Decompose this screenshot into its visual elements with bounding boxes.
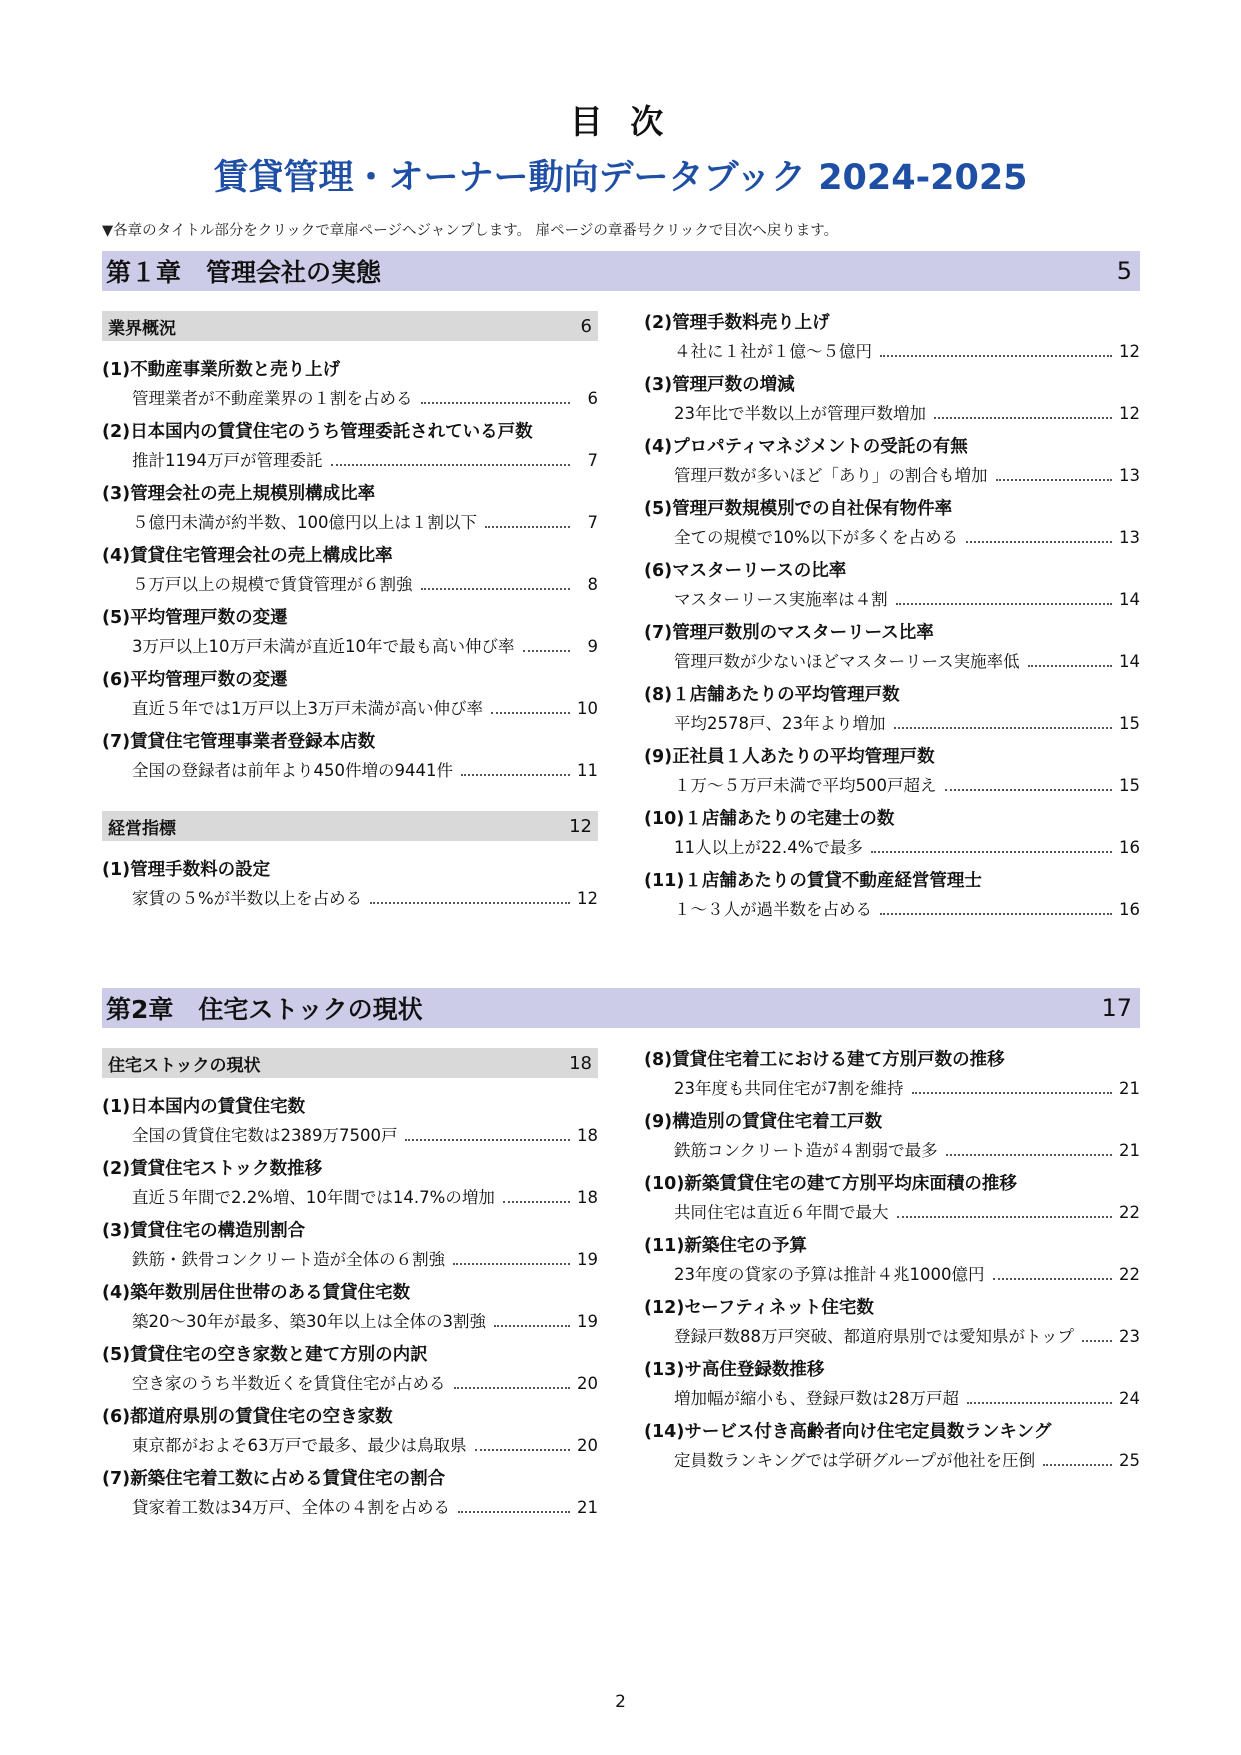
- item-number: (3): [644, 375, 673, 395]
- item-page: 23: [1119, 1327, 1140, 1346]
- item-number: (2): [644, 313, 673, 333]
- item-summary: 定員数ランキングでは学研グループが他社を圧倒: [674, 1451, 1036, 1470]
- toc-item[interactable]: [644, 494, 1140, 556]
- item-page: 9: [587, 637, 598, 656]
- item-summary: 直近５年間で2.2%増、10年間では14.7%の増加: [132, 1188, 495, 1207]
- item-summary-line: [644, 400, 1140, 428]
- item-number: (7): [644, 623, 673, 643]
- item-number: (12): [644, 1298, 685, 1318]
- item-summary: 全国の登録者は前年より450件増の9441件: [132, 761, 453, 780]
- item-title: 新築賃貸住宅の建て方別平均床面積の推移: [684, 1174, 1017, 1194]
- item-page: 10: [577, 699, 598, 718]
- item-summary-line: [102, 1246, 598, 1274]
- item-heading: [644, 618, 1140, 648]
- toc-item[interactable]: [644, 432, 1140, 494]
- item-number: (14): [644, 1422, 685, 1442]
- item-summary-line: [102, 633, 598, 661]
- item-summary-line: [644, 1385, 1140, 1413]
- chapter-1-left-column: [102, 311, 598, 917]
- item-summary-line: [102, 757, 598, 785]
- item-page: 16: [1119, 838, 1140, 857]
- item-title: 賃貸住宅の空き家数と建て方別の内訳: [130, 1345, 428, 1365]
- leader-dots: [1028, 665, 1112, 667]
- leader-dots: [946, 1154, 1112, 1156]
- item-summary: 23年比で半数以上が管理戸数増加: [674, 404, 926, 423]
- item-number: (10): [644, 809, 685, 829]
- leader-dots: [461, 774, 570, 776]
- item-summary-line: [644, 772, 1140, 800]
- item-summary: 3万戸以上10万戸未満が直近10年で最も高い伸び率: [132, 637, 515, 656]
- item-number: (7): [102, 732, 131, 752]
- item-heading: [102, 665, 598, 695]
- toc-item[interactable]: [644, 1417, 1140, 1479]
- leader-dots: [331, 464, 571, 466]
- section-title: 経営指標: [108, 818, 176, 839]
- item-page: 14: [1119, 590, 1140, 609]
- leader-dots: [912, 1092, 1113, 1094]
- item-number: (4): [644, 437, 673, 457]
- item-title: マスターリースの比率: [672, 561, 847, 581]
- leader-dots: [880, 913, 1112, 915]
- toc-item[interactable]: [102, 1402, 598, 1464]
- item-summary-line: [644, 1261, 1140, 1289]
- item-summary-line: [102, 1122, 598, 1150]
- item-summary: 平均2578戸、23年より増加: [674, 714, 886, 733]
- item-title: 管理手数料の設定: [130, 860, 271, 880]
- toc-item[interactable]: [102, 541, 598, 603]
- item-heading: [644, 432, 1140, 462]
- book-title: 賃貸管理・オーナー動向データブック 2024-2025: [213, 158, 1028, 198]
- item-title: 賃貸住宅ストック数推移: [130, 1159, 323, 1179]
- item-page: 21: [1119, 1079, 1140, 1098]
- item-heading: [102, 1216, 598, 1246]
- item-heading: [102, 417, 598, 447]
- item-heading: [644, 308, 1140, 338]
- item-page: 12: [1119, 404, 1140, 423]
- item-number: (6): [102, 670, 131, 690]
- item-summary: １万～５万戸未満で平均500戸超え: [674, 776, 937, 795]
- chapter-page: 17: [1101, 994, 1132, 1022]
- item-summary-line: [644, 834, 1140, 862]
- navigation-note: ▼各章のタイトル部分をクリックで章扉ページへジャンプします。 扉ページの章番号クリックで目次へ戻ります。: [102, 223, 839, 239]
- section-title: 業界概況: [108, 318, 176, 339]
- chapter-title: 第１章 管理会社の実態: [106, 258, 382, 287]
- leader-dots: [405, 1139, 570, 1141]
- leader-dots: [503, 1201, 570, 1203]
- item-number: (3): [102, 1221, 131, 1241]
- item-summary: 鉄筋・鉄骨コンクリート造が全体の６割強: [132, 1250, 446, 1269]
- leader-dots: [966, 541, 1112, 543]
- toc-item[interactable]: [644, 556, 1140, 618]
- item-title: １店舗あたりの平均管理戸数: [672, 685, 900, 705]
- item-summary: 全国の賃貸住宅数は2389万7500戸: [132, 1126, 398, 1145]
- item-title: 築年数別居住世帯のある賃貸住宅数: [130, 1283, 411, 1303]
- item-page: 24: [1119, 1389, 1140, 1408]
- item-page: 21: [1119, 1141, 1140, 1160]
- leader-dots: [993, 1278, 1113, 1280]
- item-summary-line: [102, 1184, 598, 1212]
- item-page: 6: [587, 389, 598, 408]
- item-page: 22: [1119, 1265, 1140, 1284]
- item-heading: [102, 855, 598, 885]
- item-heading: [102, 541, 598, 571]
- item-heading: [102, 1092, 598, 1122]
- item-summary-line: [644, 896, 1140, 924]
- item-page: 12: [1119, 342, 1140, 361]
- item-number: (8): [644, 1050, 673, 1070]
- leader-dots: [475, 1449, 571, 1451]
- item-heading: [102, 479, 598, 509]
- item-summary: マスターリース実施率は４割: [674, 590, 888, 609]
- item-title: 賃貸住宅の構造別割合: [130, 1221, 306, 1241]
- leader-dots: [523, 650, 571, 652]
- item-page: 7: [587, 451, 598, 470]
- toc-item[interactable]: [644, 1107, 1140, 1169]
- item-number: (8): [644, 685, 673, 705]
- item-summary: ４社に１社が１億～５億円: [674, 342, 872, 361]
- item-summary-line: [644, 586, 1140, 614]
- toc-item[interactable]: [102, 727, 598, 789]
- item-summary-line: [644, 462, 1140, 490]
- item-summary-line: [102, 385, 598, 413]
- item-title: サービス付き高齢者向け住宅定員数ランキング: [684, 1422, 1052, 1442]
- item-page: 8: [587, 575, 598, 594]
- item-summary-line: [102, 1494, 598, 1522]
- leader-dots: [871, 851, 1112, 853]
- item-heading: [644, 866, 1140, 896]
- item-number: (1): [102, 1097, 131, 1117]
- item-title: 管理手数料売り上げ: [672, 313, 830, 333]
- item-summary: 管理業者が不動産業界の１割を占める: [132, 389, 413, 408]
- item-title: １店舗あたりの賃貸不動産経営管理士: [684, 871, 982, 891]
- item-heading: [644, 1355, 1140, 1385]
- item-number: (13): [644, 1360, 685, 1380]
- item-summary-line: [644, 710, 1140, 738]
- item-number: (5): [644, 499, 673, 519]
- chapter-title: 第2章 住宅ストックの現状: [106, 995, 423, 1024]
- item-number: (2): [102, 1159, 131, 1179]
- item-summary: 管理戸数が少ないほどマスターリース実施率低: [674, 652, 1020, 671]
- toc-item[interactable]: [102, 1278, 598, 1340]
- item-heading: [644, 742, 1140, 772]
- item-number: (9): [644, 1112, 673, 1132]
- item-summary: ５億円未満が約半数、100億円以上は１割以下: [132, 513, 477, 532]
- item-title: 構造別の賃貸住宅着工戸数: [672, 1112, 883, 1132]
- item-title: サ高住登録数推移: [684, 1360, 825, 1380]
- item-page: 14: [1119, 652, 1140, 671]
- leader-dots: [897, 1216, 1113, 1218]
- toc-item[interactable]: [644, 308, 1140, 370]
- leader-dots: [894, 727, 1113, 729]
- item-summary-line: [102, 509, 598, 537]
- toc-item[interactable]: [102, 1092, 598, 1154]
- item-title: 平均管理戸数の変遷: [130, 670, 288, 690]
- item-heading: [644, 1417, 1140, 1447]
- toc-item[interactable]: [102, 355, 598, 417]
- leader-dots: [485, 526, 570, 528]
- leader-dots: [896, 603, 1112, 605]
- toc-item[interactable]: [644, 866, 1140, 928]
- toc-item[interactable]: [102, 1464, 598, 1526]
- item-summary-line: [102, 1432, 598, 1460]
- item-title: 正社員１人あたりの平均管理戸数: [672, 747, 935, 767]
- chapter-1-right-column: [644, 308, 1140, 928]
- chapter-1-header[interactable]: [102, 251, 1140, 291]
- item-number: (11): [644, 1236, 685, 1256]
- item-summary: 23年度の貸家の予算は推計４兆1000億円: [674, 1265, 985, 1284]
- chapter-2-right-column: [644, 1045, 1140, 1479]
- toc-item[interactable]: [102, 1216, 598, 1278]
- item-number: (10): [644, 1174, 685, 1194]
- section-header[interactable]: [102, 311, 598, 341]
- item-title: 新築住宅着工数に占める賃貸住宅の割合: [130, 1469, 446, 1489]
- item-page: 18: [577, 1126, 598, 1145]
- item-heading: [644, 1231, 1140, 1261]
- item-title: セーフティネット住宅数: [684, 1298, 874, 1318]
- item-page: 20: [577, 1374, 598, 1393]
- item-title: 平均管理戸数の変遷: [130, 608, 288, 628]
- toc-item[interactable]: [102, 417, 598, 479]
- item-number: (2): [102, 422, 131, 442]
- item-summary: 東京都がおよそ63万戸で最多、最少は鳥取県: [132, 1436, 467, 1455]
- item-page: 19: [577, 1312, 598, 1331]
- item-heading: [644, 494, 1140, 524]
- item-heading: [102, 1464, 598, 1494]
- item-page: 15: [1119, 776, 1140, 795]
- item-page: 12: [577, 889, 598, 908]
- item-summary-line: [102, 571, 598, 599]
- item-number: (5): [102, 608, 131, 628]
- item-heading: [102, 1278, 598, 1308]
- item-summary-line: [102, 1370, 598, 1398]
- leader-dots: [1043, 1464, 1112, 1466]
- item-summary: 貸家着工数は34万戸、全体の４割を占める: [132, 1498, 450, 1517]
- item-heading: [644, 1045, 1140, 1075]
- item-number: (1): [102, 360, 131, 380]
- item-title: 管理戸数の増減: [672, 375, 795, 395]
- leader-dots: [494, 1325, 570, 1327]
- item-summary-line: [644, 338, 1140, 366]
- item-number: (4): [102, 1283, 131, 1303]
- item-number: (4): [102, 546, 131, 566]
- item-summary: 推計1194万戸が管理委託: [132, 451, 323, 470]
- item-summary-line: [644, 1137, 1140, 1165]
- leader-dots: [421, 402, 571, 404]
- item-heading: [102, 727, 598, 757]
- item-heading: [644, 804, 1140, 834]
- item-page: 22: [1119, 1203, 1140, 1222]
- item-heading: [102, 1154, 598, 1184]
- toc-item[interactable]: [644, 370, 1140, 432]
- item-summary: ５万戸以上の規模で賃貸管理が６割強: [132, 575, 413, 594]
- item-summary-line: [644, 648, 1140, 676]
- leader-dots: [421, 588, 571, 590]
- item-title: 都道府県別の賃貸住宅の空き家数: [130, 1407, 393, 1427]
- item-page: 20: [577, 1436, 598, 1455]
- item-number: (3): [102, 484, 131, 504]
- item-heading: [644, 1293, 1140, 1323]
- toc-item[interactable]: [102, 603, 598, 665]
- item-number: (5): [102, 1345, 131, 1365]
- toc-item[interactable]: [102, 1340, 598, 1402]
- item-summary-line: [644, 1447, 1140, 1475]
- item-title: 日本国内の賃貸住宅数: [130, 1097, 306, 1117]
- leader-dots: [996, 479, 1113, 481]
- section-header[interactable]: [102, 1048, 598, 1078]
- item-page: 21: [577, 1498, 598, 1517]
- toc-item[interactable]: [644, 804, 1140, 866]
- section-header[interactable]: [102, 811, 598, 841]
- item-summary: 11人以上が22.4%で最多: [674, 838, 863, 857]
- item-heading: [102, 1340, 598, 1370]
- section-title: 住宅ストックの現状: [108, 1055, 261, 1076]
- item-summary-line: [102, 695, 598, 723]
- item-page: 16: [1119, 900, 1140, 919]
- toc-item[interactable]: [644, 1045, 1140, 1107]
- item-title: 新築住宅の予算: [684, 1236, 807, 1256]
- item-summary: 全ての規模で10%以下が多くを占める: [674, 528, 959, 547]
- item-title: 管理戸数規模別での自社保有物件率: [672, 499, 953, 519]
- item-summary: 増加幅が縮小も、登録戸数は28万戸超: [674, 1389, 959, 1408]
- item-heading: [644, 370, 1140, 400]
- item-title: 日本国内の賃貸住宅のうち管理委託されている戸数: [130, 422, 533, 442]
- leader-dots: [370, 902, 570, 904]
- item-number: (11): [644, 871, 685, 891]
- item-number: (7): [102, 1469, 131, 1489]
- section-page: 12: [569, 815, 592, 837]
- item-number: (9): [644, 747, 673, 767]
- section-page: 18: [569, 1052, 592, 1074]
- item-title: １店舗あたりの宅建士の数: [684, 809, 895, 829]
- item-summary: 鉄筋コンクリート造が４割弱で最多: [674, 1141, 938, 1160]
- leader-dots: [945, 789, 1113, 791]
- chapter-2-header[interactable]: [102, 988, 1140, 1028]
- toc-item[interactable]: [102, 665, 598, 727]
- leader-dots: [1082, 1340, 1112, 1342]
- item-summary: 空き家のうち半数近くを賃貸住宅が占める: [132, 1374, 446, 1393]
- item-heading: [644, 1107, 1140, 1137]
- item-summary-line: [102, 885, 598, 913]
- leader-dots: [458, 1511, 570, 1513]
- item-summary: 共同住宅は直近６年間で最大: [674, 1203, 889, 1222]
- toc-item[interactable]: [644, 1169, 1140, 1231]
- toc-item[interactable]: [102, 855, 598, 917]
- chapter-page: 5: [1116, 257, 1132, 285]
- item-summary: 登録戸数88万戸突破、都道府県別では愛知県がトップ: [674, 1327, 1075, 1346]
- item-summary-line: [644, 1075, 1140, 1103]
- toc-item[interactable]: [102, 1154, 598, 1216]
- item-summary: 家賃の５%が半数以上を占める: [132, 889, 363, 908]
- item-summary-line: [644, 524, 1140, 552]
- item-heading: [102, 1402, 598, 1432]
- leader-dots: [491, 712, 570, 714]
- item-summary: 直近５年では1万戸以上3万戸未満が高い伸び率: [132, 699, 483, 718]
- item-summary-line: [102, 447, 598, 475]
- item-title: 不動産事業所数と売り上げ: [130, 360, 341, 380]
- item-title: プロパティマネジメントの受託の有無: [672, 437, 968, 457]
- item-summary-line: [102, 1308, 598, 1336]
- item-page: 18: [577, 1188, 598, 1207]
- toc-item[interactable]: [644, 1355, 1140, 1417]
- item-title: 管理会社の売上規模別構成比率: [130, 484, 376, 504]
- item-title: 賃貸住宅着工における建て方別戸数の推移: [672, 1050, 1005, 1070]
- toc-item[interactable]: [102, 479, 598, 541]
- item-heading: [102, 603, 598, 633]
- item-page: 11: [577, 761, 598, 780]
- section-page: 6: [580, 315, 592, 337]
- item-number: (6): [644, 561, 673, 581]
- toc-item[interactable]: [644, 1231, 1140, 1293]
- page-number: 2: [615, 1692, 626, 1712]
- toc-item[interactable]: [644, 618, 1140, 680]
- item-heading: [644, 556, 1140, 586]
- item-summary: 23年度も共同住宅が7割を維持: [674, 1079, 904, 1098]
- item-summary-line: [644, 1199, 1140, 1227]
- page-title: 目 次: [569, 102, 672, 141]
- leader-dots: [967, 1402, 1112, 1404]
- item-summary: 管理戸数が多いほど「あり」の割合も増加: [674, 466, 988, 485]
- toc-item[interactable]: [644, 742, 1140, 804]
- toc-item[interactable]: [644, 680, 1140, 742]
- toc-item[interactable]: [644, 1293, 1140, 1355]
- item-title: 賃貸住宅管理事業者登録本店数: [130, 732, 376, 752]
- item-page: 15: [1119, 714, 1140, 733]
- leader-dots: [453, 1263, 570, 1265]
- item-page: 13: [1119, 528, 1140, 547]
- item-heading: [644, 680, 1140, 710]
- item-heading: [102, 355, 598, 385]
- leader-dots: [454, 1387, 571, 1389]
- item-title: 管理戸数別のマスターリース比率: [672, 623, 934, 643]
- item-page: 19: [577, 1250, 598, 1269]
- item-title: 賃貸住宅管理会社の売上構成比率: [130, 546, 393, 566]
- item-summary-line: [644, 1323, 1140, 1351]
- chapter-2-left-column: [102, 1048, 598, 1526]
- item-page: 13: [1119, 466, 1140, 485]
- item-page: 25: [1119, 1451, 1140, 1470]
- item-summary: 築20～30年が最多、築30年以上は全体の3割強: [132, 1312, 486, 1331]
- item-heading: [644, 1169, 1140, 1199]
- leader-dots: [934, 417, 1112, 419]
- leader-dots: [880, 355, 1112, 357]
- item-number: (6): [102, 1407, 131, 1427]
- item-summary: １～３人が過半数を占める: [674, 900, 872, 919]
- item-number: (1): [102, 860, 131, 880]
- item-page: 7: [587, 513, 598, 532]
